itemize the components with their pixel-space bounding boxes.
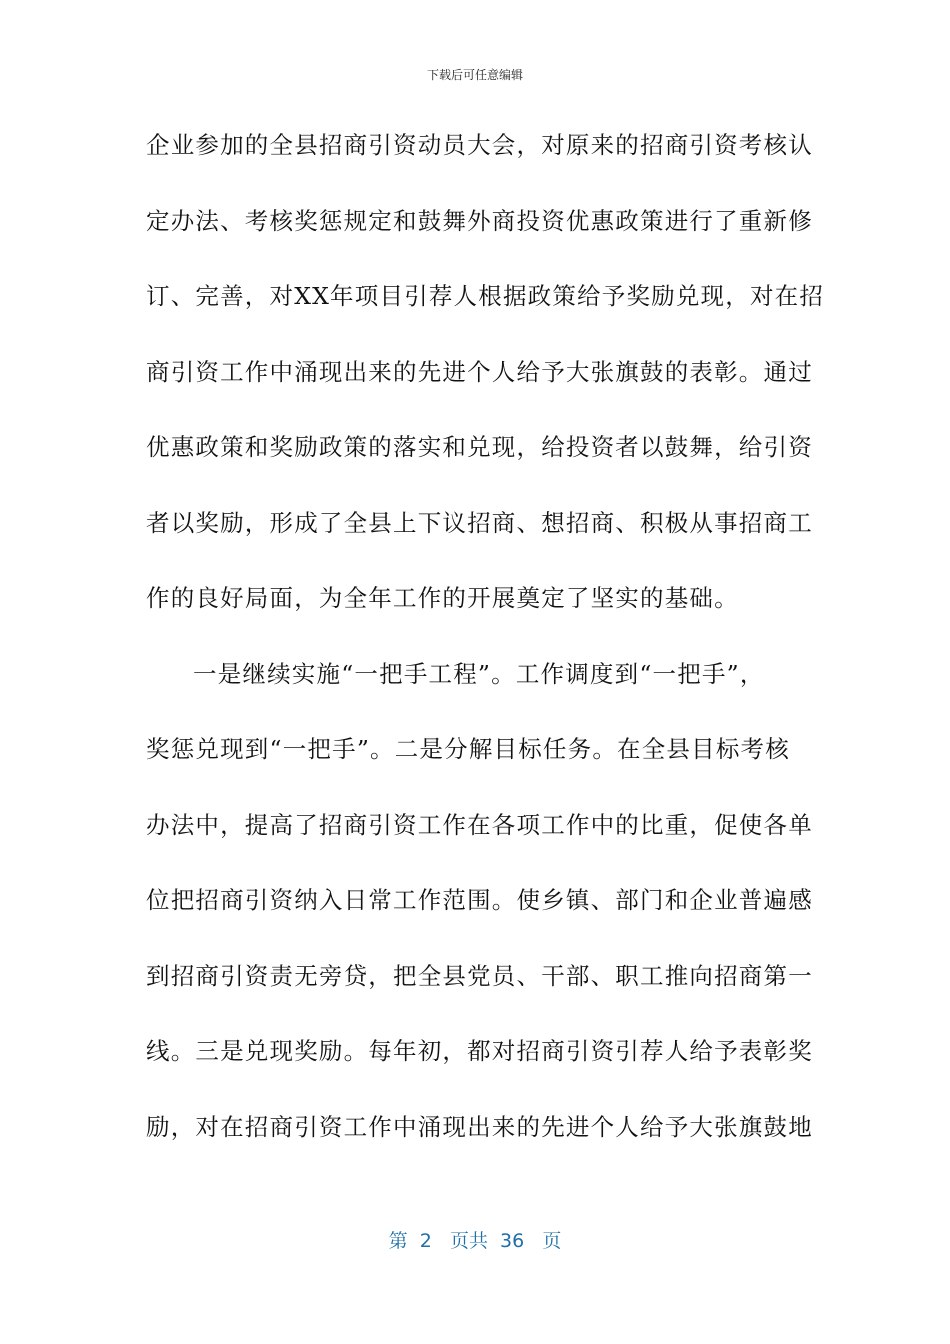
text-line: 奖惩兑现到“一把手”。二是分解目标任务。在全县目标考核 [146,735,790,763]
current-page-number: 2 [419,1230,432,1252]
footer-middle: 页共 [449,1230,488,1252]
footer-suffix: 页 [542,1230,562,1252]
paragraph-first-line: 一是继续实施“一把手工程”。工作调度到“一把手”， [193,659,765,688]
footer-prefix: 第 [388,1230,408,1252]
document-body [146,126,825,1183]
text-line: 作的良好局面，为全年工作的开展奠定了坚实的基础。 [146,584,739,612]
text-line: 线。三是兑现奖励。每年初，都对招商引资引荐人给予表彰奖 [146,1037,813,1065]
page-header: 下载后可任意编辑 [426,68,523,82]
text-line: 位把招商引资纳入日常工作范围。使乡镇、部门和企业普遍感 [146,886,813,914]
text-line: 商引资工作中涌现出来的先进个人给予大张旗鼓的表彰。通过 [146,357,813,386]
page-number-footer [0,1226,950,1253]
text-line: 者以奖励，形成了全县上下议招商、想招商、积极从事招商工 [146,508,813,537]
text-line: 优惠政策和奖励政策的落实和兑现，给投资者以鼓舞，给引资 [146,433,813,461]
total-page-count: 36 [500,1230,525,1252]
text-line: 订、完善，对XX年项目引荐人根据政策给予奖励兑现，对在招 [146,282,825,310]
text-line: 定办法、考核奖惩规定和鼓舞外商投资优惠政策进行了重新修 [146,206,813,235]
text-line: 励，对在招商引资工作中涌现出来的先进个人给予大张旗鼓地 [146,1112,813,1141]
text-line: 企业参加的全县招商引资动员大会，对原来的招商引资考核认 [146,131,813,159]
text-line: 到招商引资责无旁贷，把全县党员、干部、职工推向招商第一 [146,961,813,990]
text-line: 办法中，提高了招商引资工作在各项工作中的比重，促使各单 [146,810,813,839]
